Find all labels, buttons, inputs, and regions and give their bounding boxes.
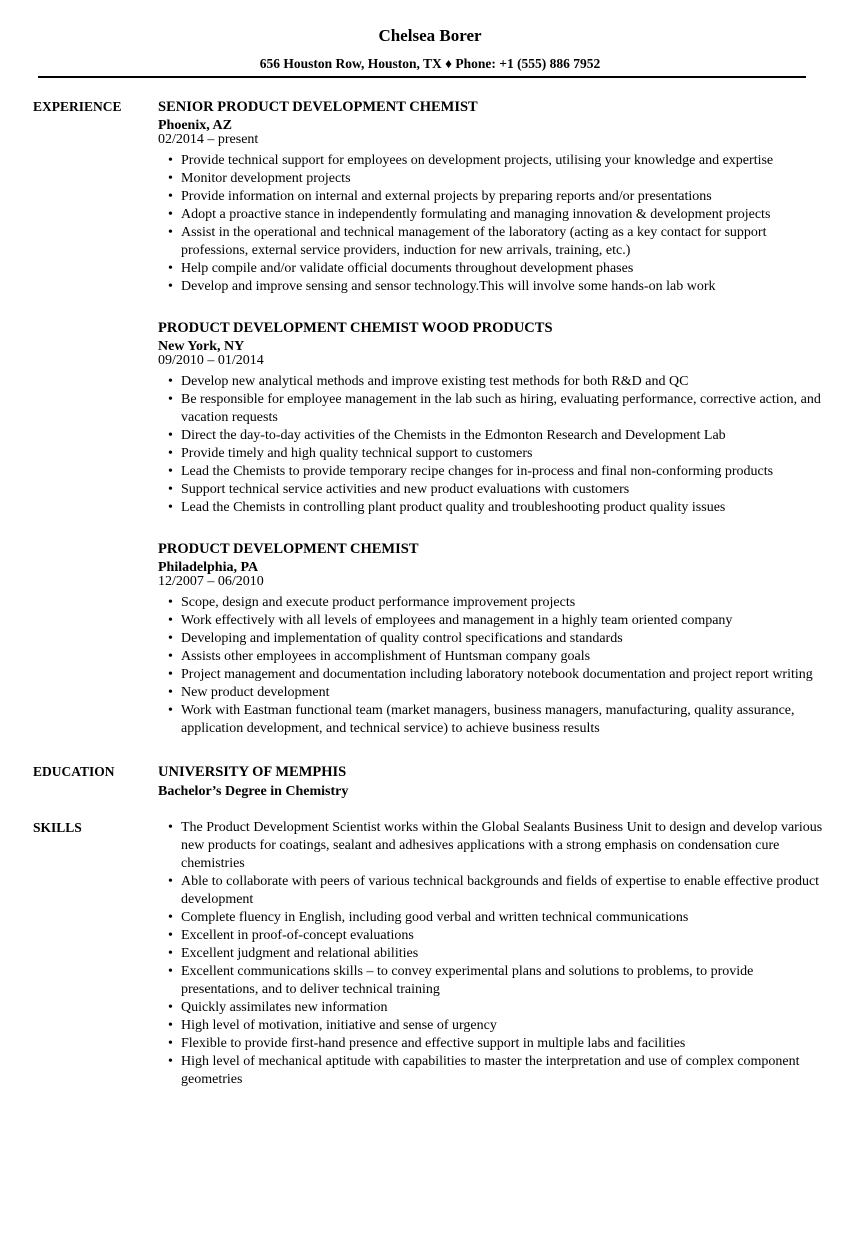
skills-content <box>158 819 826 1089</box>
degree-name: Bachelor’s Degree in Chemistry <box>158 784 349 799</box>
job-title: PRODUCT DEVELOPMENT CHEMIST WOOD PRODUCTS <box>158 320 553 336</box>
candidate-name: Chelsea Borer <box>378 26 482 45</box>
experience-content <box>158 98 826 738</box>
bullet-item: • Be responsible for employee management in the lab such as hiring, evaluating performance, corrective action, and vacation requests <box>181 391 826 427</box>
bullet-item: • Excellent communications skills – to convey experimental plans and solutions to problems, to provide presentations, and to deliver technical training <box>181 963 826 999</box>
education-content <box>158 763 826 801</box>
bullet-item: • Develop new analytical methods and improve existing test methods for both R&D and QC <box>181 373 826 391</box>
bullet-item: • Assists other employees in accomplishment of Huntsman company goals <box>181 648 826 666</box>
job-block-2 <box>158 319 826 517</box>
bullet-item: • Direct the day-to-day activities of the Chemists in the Edmonton Research and Development Lab <box>181 427 826 445</box>
job-bullet-list <box>158 594 826 738</box>
contact-line: 656 Houston Row, Houston, TX ♦ Phone: +1 (555) 886 7952 <box>259 56 601 71</box>
resume-header <box>0 0 860 78</box>
job-title: SENIOR PRODUCT DEVELOPMENT CHEMIST <box>158 99 478 115</box>
bullet-item: • Complete fluency in English, including good verbal and written technical communications <box>181 909 826 927</box>
school-name: UNIVERSITY OF MEMPHIS <box>158 764 347 780</box>
job-block-3 <box>158 540 826 738</box>
job-location: Phoenix, AZ <box>158 118 232 133</box>
bullet-item: • Monitor development projects <box>181 170 826 188</box>
bullet-item: • Developing and implementation of quality control specifications and standards <box>181 630 826 648</box>
resume-body <box>0 78 860 1089</box>
bullet-item: • The Product Development Scientist works within the Global Sealants Business Unit to design and develop various new products for coatings, sealant and adhesives applications with a strong emphasis on condensation cure chemistries <box>181 819 826 873</box>
bullet-item: • Quickly assimilates new information <box>181 999 826 1017</box>
section-skills <box>33 819 826 1089</box>
section-label-education: EDUCATION <box>33 764 115 779</box>
bullet-item: • Able to collaborate with peers of various technical backgrounds and fields of expertise to enable effective product development <box>181 873 826 909</box>
bullet-item: • Work with Eastman functional team (market managers, business managers, manufacturing, quality assurance, application development, and technical service) to achieve business results <box>181 702 826 738</box>
job-bullet-list <box>158 152 826 296</box>
bullet-item: • Assist in the operational and technical management of the laboratory (acting as a key contact for support professions, external service providers, induction for new arrivals, training, etc.) <box>181 224 826 260</box>
bullet-item: • Support technical service activities and new product evaluations with customers <box>181 481 826 499</box>
job-location: New York, NY <box>158 339 245 354</box>
section-label-experience: EXPERIENCE <box>33 99 122 114</box>
bullet-item: • Excellent judgment and relational abilities <box>181 945 826 963</box>
bullet-item: • Adopt a proactive stance in independently formulating and managing innovation & development projects <box>181 206 826 224</box>
bullet-item: • Lead the Chemists to provide temporary recipe changes for in-process and final non-conforming products <box>181 463 826 481</box>
bullet-item: • Project management and documentation including laboratory notebook documentation and project report writing <box>181 666 826 684</box>
bullet-item: • Lead the Chemists in controlling plant product quality and troubleshooting product quality issues <box>181 499 826 517</box>
section-education <box>33 763 826 801</box>
bullet-item: • Develop and improve sensing and sensor technology.This will involve some hands-on lab work <box>181 278 826 296</box>
bullet-item: • Scope, design and execute product performance improvement projects <box>181 594 826 612</box>
job-location: Philadelphia, PA <box>158 560 259 575</box>
skills-bullet-list <box>158 819 826 1089</box>
job-dates: 12/2007 – 06/2010 <box>158 574 264 589</box>
bullet-item: • Provide technical support for employees on development projects, utilising your knowledge and expertise <box>181 152 826 170</box>
section-experience <box>33 98 826 738</box>
job-bullet-list <box>158 373 826 517</box>
bullet-item: • Provide information on internal and external projects by preparing reports and/or presentations <box>181 188 826 206</box>
bullet-item: • High level of motivation, initiative and sense of urgency <box>181 1017 826 1035</box>
bullet-item: • Flexible to provide first-hand presence and effective support in multiple labs and facilities <box>181 1035 826 1053</box>
job-title: PRODUCT DEVELOPMENT CHEMIST <box>158 541 419 557</box>
bullet-item: • Excellent in proof-of-concept evaluations <box>181 927 826 945</box>
bullet-item: • New product development <box>181 684 826 702</box>
job-block-1 <box>158 98 826 296</box>
job-dates: 09/2010 – 01/2014 <box>158 353 264 368</box>
section-label-skills: SKILLS <box>33 820 82 835</box>
job-dates: 02/2014 – present <box>158 132 259 147</box>
bullet-item: • Work effectively with all levels of employees and management in a highly team oriented company <box>181 612 826 630</box>
bullet-item: • High level of mechanical aptitude with capabilities to master the interpretation and use of complex component geometries <box>181 1053 826 1089</box>
bullet-item: • Help compile and/or validate official documents throughout development phases <box>181 260 826 278</box>
bullet-item: • Provide timely and high quality technical support to customers <box>181 445 826 463</box>
